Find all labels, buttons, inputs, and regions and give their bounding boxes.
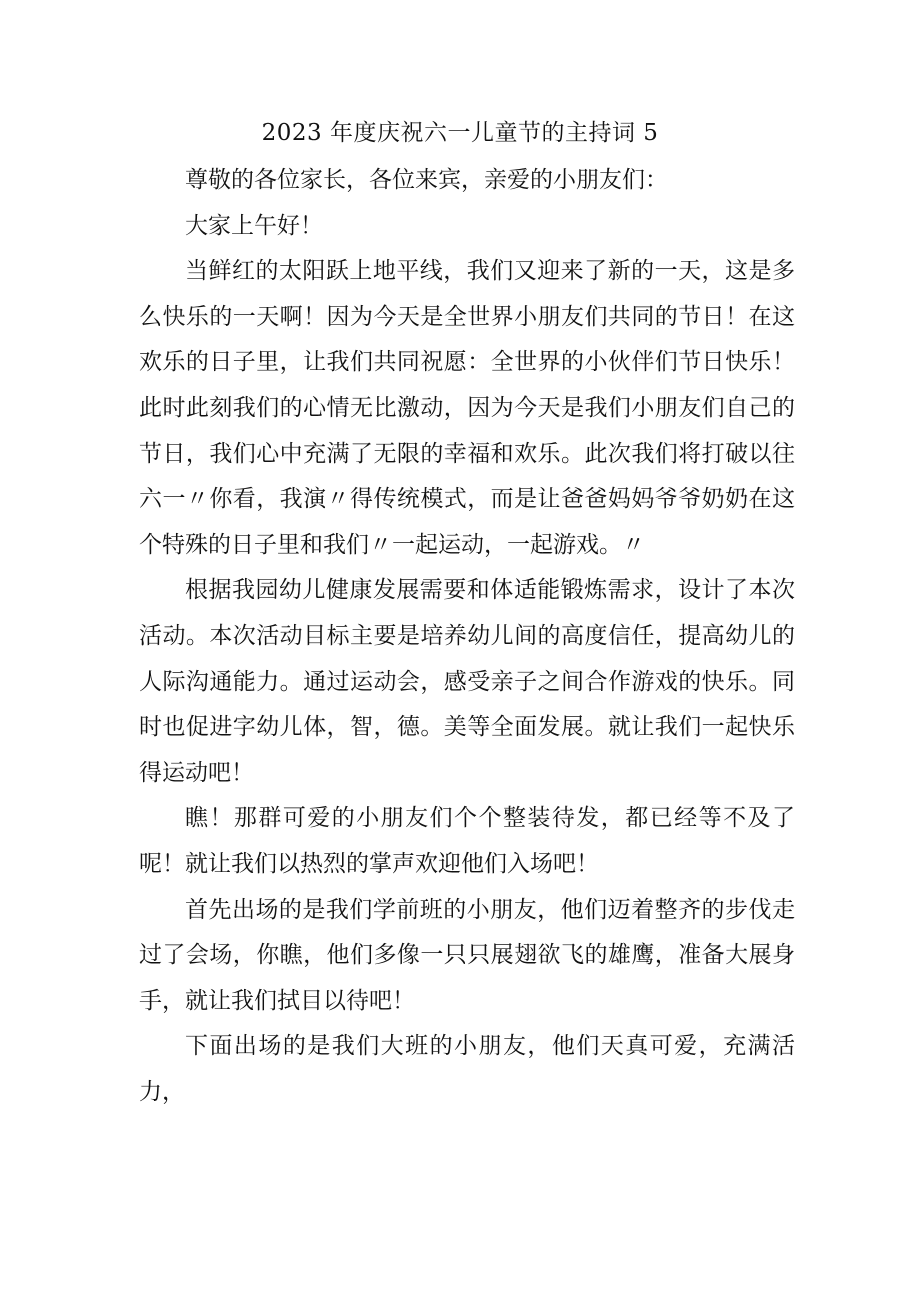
document-title: 2023 年度庆祝六一儿童节的主持词 5 [261, 120, 659, 146]
paragraph-greeting: 尊敬的各位家长，各位来宾，亲爱的小朋友们： [185, 167, 668, 193]
paragraph-welcome: 瞧！那群可爱的小朋友们个个整装待发，都已经等不及了呢！就让我们以热烈的掌声欢迎他们入场吧！ [139, 805, 795, 877]
paragraph-opening: 当鲜红的太阳跃上地平线，我们又迎来了新的一天，这是多么快乐的一天啊！因为今天是全世界小朋友们共同的节日！在这欢乐的日子里，让我们共同祝愿：全世界的小伙伴们节日快乐！此时此刻我们的心情无比激动，因为今天是我们小朋友们自己的节日，我们心中充满了无限的幸福和欢乐。此次我们将打破以往六一〃你看，我演〃得传统模式，而是让爸爸妈妈爷爷奶奶在这个特殊的日子里和我们〃一起运动，一起游戏。〃 [139, 258, 795, 558]
paragraph-good-morning: 大家上午好！ [185, 212, 323, 239]
paragraph-senior-class-entrance: 下面出场的是我们大班的小朋友，他们天真可爱，充满活力， [139, 1033, 795, 1105]
paragraph-preschool-entrance: 首先出场的是我们学前班的小朋友，他们迈着整齐的步伐走过了会场，你瞧，他们多像一只只展翅欲飞的雄鹰，准备大展身手，就让我们拭目以待吧！ [139, 896, 795, 1014]
document-body [139, 158, 795, 1115]
paragraph-activity-purpose: 根据我园幼儿健康发展需要和体适能锻炼需求，设计了本次活动。本次活动目标主要是培养幼儿间的高度信任，提高幼儿的人际沟通能力。通过运动会，感受亲子之间合作游戏的快乐。同时也促进字幼儿体，智，德。美等全面发展。就让我们一起快乐得运动吧！ [139, 577, 795, 786]
